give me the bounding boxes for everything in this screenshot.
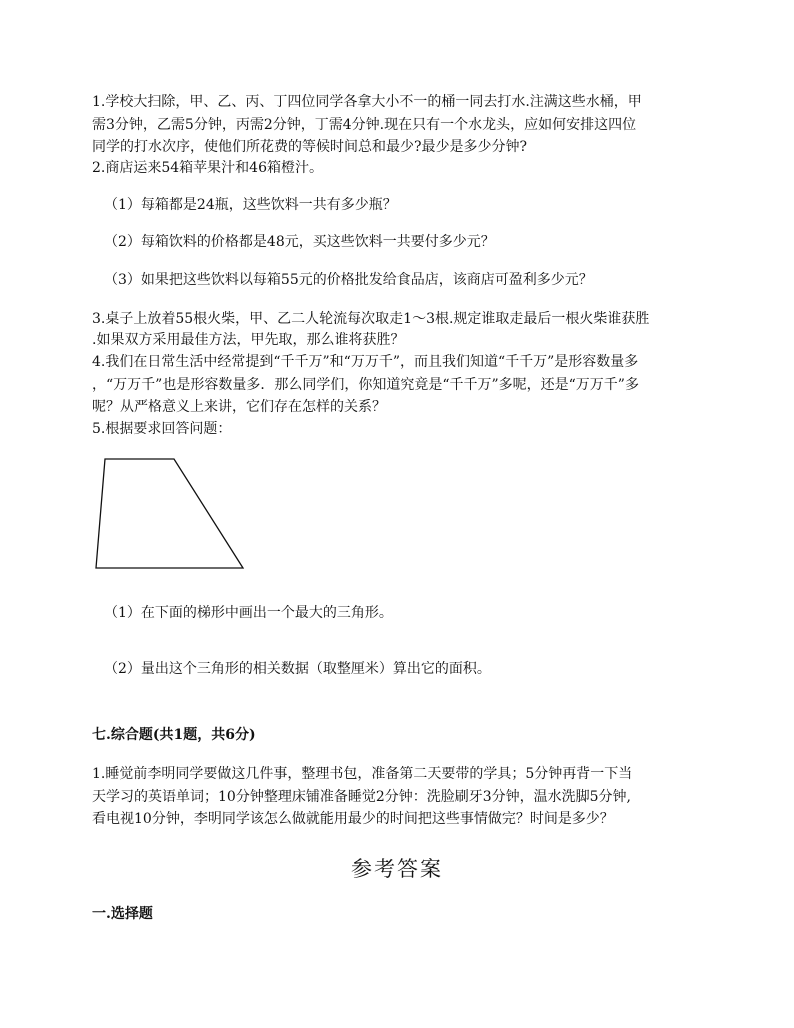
section-7-title: 七.综合题(共1题，共6分) bbox=[92, 727, 256, 743]
q4-line-1: 4.我们在日常生活中经常提到“千千万”和“万万千”，而且我们知道“千千万”是形容数量多 bbox=[92, 354, 639, 370]
answers-section-1-title: 一.选择题 bbox=[92, 906, 153, 922]
q2-part-3: （3）如果把这些饮料以每箱55元的价格批发给食品店，该商店可盈利多少元？ bbox=[104, 272, 593, 288]
q2-stem: 2.商店运来54箱苹果汁和46箱橙汁。 bbox=[92, 160, 323, 176]
section7-q1-line-1: 1.睡觉前李明同学要做这几件事，整理书包，准备第二天要带的学具；5分钟再背一下当 bbox=[92, 766, 633, 782]
q4-line-2: ，“万万千”也是形容数量多．那么同学们，你知道究竟是“千千万”多呢，还是“万万千”多 bbox=[92, 377, 639, 393]
q2-part-1: （1）每箱都是24瓶，这些饮料一共有多少瓶？ bbox=[104, 197, 397, 213]
section7-q1-line-3: 看电视10分钟，李明同学该怎么做就能用最少的时间把这些事情做完？时间是多少？ bbox=[92, 811, 614, 827]
trapezoid-figure bbox=[92, 452, 252, 576]
q1-line-1: 1.学校大扫除，甲、乙、丙、丁四位同学各拿大小不一的桶一同去打水.注满这些水桶，甲 bbox=[92, 94, 642, 110]
q1-line-3: 同学的打水次序，使他们所花费的等候时间总和最少?最少是多少分钟? bbox=[92, 139, 528, 155]
q5-stem: 5.根据要求回答问题： bbox=[92, 421, 232, 437]
q5-part-2: （2）量出这个三角形的相关数据（取整厘米）算出它的面积。 bbox=[104, 661, 491, 677]
q3-line-2: .如果双方采用最佳方法，甲先取，那么谁将获胜？ bbox=[92, 332, 405, 348]
q3-line-1: 3.桌子上放着55根火柴，甲、乙二人轮流每次取走1～3根.规定谁取走最后一根火柴谁获胜 bbox=[92, 311, 650, 327]
q2-part-2: （2）每箱饮料的价格都是48元，买这些饮料一共要付多少元？ bbox=[104, 234, 495, 250]
q5-part-1: （1）在下面的梯形中画出一个最大的三角形。 bbox=[104, 605, 393, 621]
answers-title: 参考答案 bbox=[351, 857, 443, 881]
section7-q1-line-2: 天学习的英语单词；10分钟整理床铺准备睡觉2分钟：洗脸刷牙3分钟，温水洗脚5分钟, bbox=[92, 789, 631, 805]
trapezoid-shape bbox=[96, 459, 243, 568]
q4-line-3: 呢？从严格意义上来讲，它们存在怎样的关系？ bbox=[92, 399, 386, 415]
q1-line-2: 需3分钟，乙需5分钟，丙需2分钟，丁需4分钟.现在只有一个水龙头，应如何安排这四位 bbox=[92, 117, 637, 133]
